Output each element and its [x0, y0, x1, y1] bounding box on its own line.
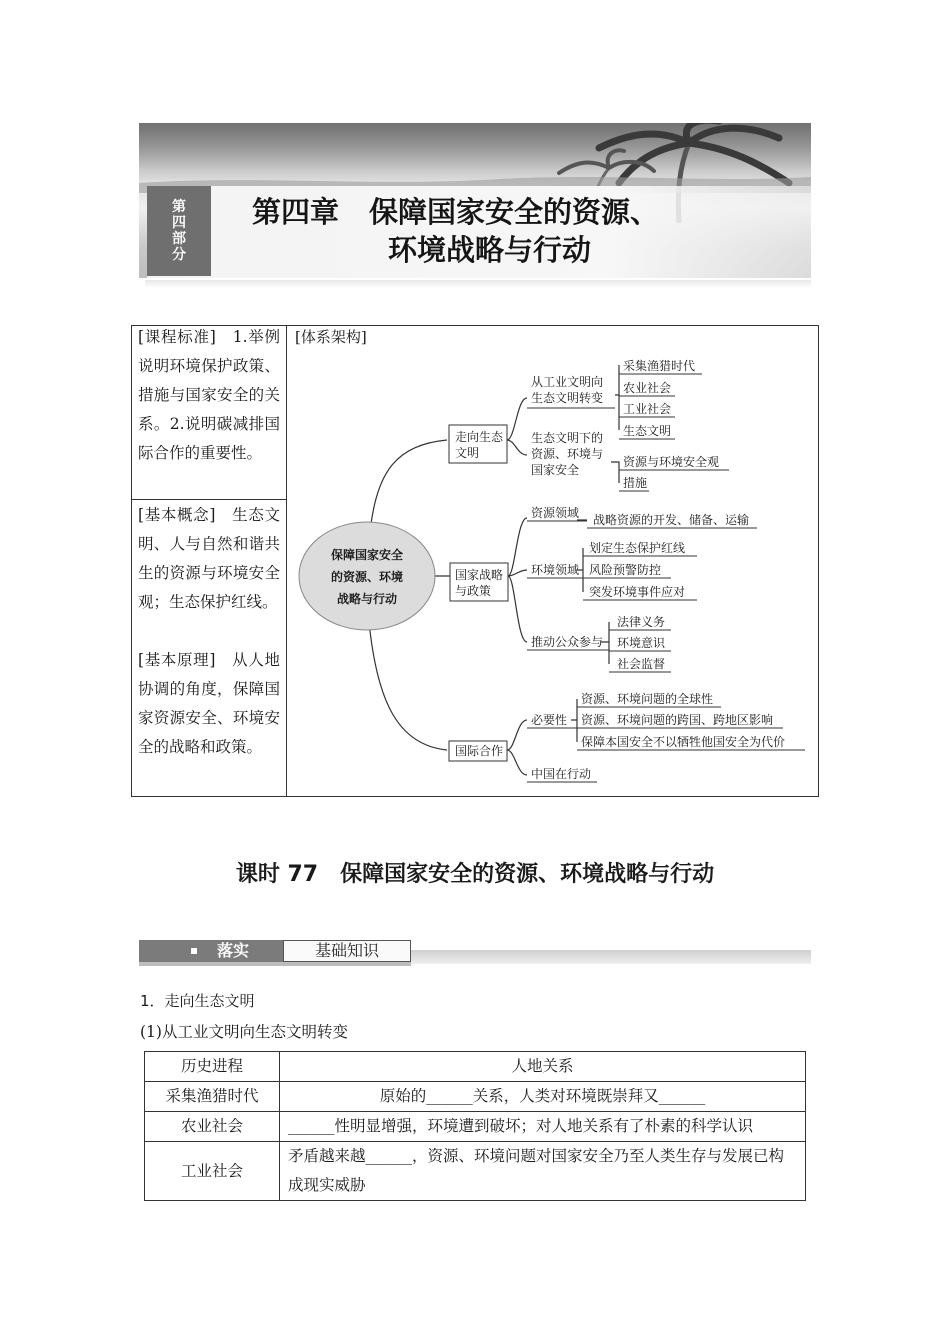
leaf: 突发环境事件应对 [589, 585, 686, 599]
chapter-title-line1: 保障国家安全的资源、 [369, 195, 660, 229]
section-dark-text: 落实 [217, 941, 250, 960]
center-line: 战略与行动 [336, 592, 398, 606]
course-standards-label: [课程标准] [138, 328, 216, 346]
table-cell: 农业社会 [145, 1112, 280, 1142]
branch1-sub: 国家安全 [531, 463, 580, 477]
branch3-label: 国际合作 [455, 744, 504, 758]
basic-principles [138, 646, 280, 762]
lesson-title [0, 857, 950, 888]
table-row [145, 1112, 806, 1142]
branch1-sub: 生态文明转变 [531, 391, 604, 405]
branch1-label: 走向生态 [455, 430, 504, 444]
branch2-label: 与政策 [455, 584, 492, 598]
leaf: 法律义务 [617, 615, 666, 629]
course-standards [138, 323, 280, 468]
section-light-label: 基础知识 [283, 940, 411, 962]
center-line: 的资源、环境 [330, 570, 404, 584]
basic-concepts-text: 生态文明、人与自然和谐共生的资源与环境安全观；生态保护红线。 [138, 506, 280, 611]
section-dark-label [139, 940, 283, 962]
leaf: 划定生态保护红线 [589, 541, 686, 555]
course-standards-text: 1.举例说明环境保护政策、措施与国家安全的关系。2.说明碳减排国际合作的重要性。 [138, 328, 281, 462]
section-bar-underline [139, 962, 411, 966]
square-bullet-icon [191, 948, 197, 954]
section-bar-line [409, 950, 811, 964]
heading-1: 1．走向生态文明 [140, 992, 255, 1010]
branch3-sub: 中国在行动 [531, 767, 592, 781]
branch1-sub: 生态文明下的 [531, 431, 604, 445]
table-row [145, 1082, 806, 1112]
leaf: 农业社会 [623, 381, 672, 395]
section-bar [139, 940, 811, 966]
basic-concepts-label: [基本概念] [138, 506, 216, 524]
leaf: 环境意识 [617, 636, 666, 650]
part-char: 第 [172, 199, 186, 215]
chapter-title [252, 193, 659, 269]
relation-table [144, 1051, 806, 1201]
basic-concepts [138, 501, 280, 617]
row-divider [131, 499, 287, 500]
table-header-row [145, 1052, 806, 1082]
heading-2: (1)从工业文明向生态文明转变 [140, 1023, 348, 1041]
basic-principles-text: 从人地协调的角度，保障国家资源安全、环境安全的战略和政策。 [138, 651, 280, 756]
framework-heading: [体系架构] [295, 328, 367, 346]
table-cell: ______性明显增强，环境遭到破坏；对人地关系有了朴素的科学认识 [280, 1112, 806, 1142]
leaf: 采集渔猎时代 [623, 359, 696, 373]
part-label-box [147, 186, 211, 276]
branch1-label: 文明 [455, 446, 480, 460]
lesson-number: 课时 77 [235, 862, 319, 887]
branch1-sub: 从工业文明向 [531, 375, 604, 389]
branch2-sub: 资源领域 [531, 506, 580, 520]
leaf: 资源、环境问题的跨国、跨地区影响 [581, 713, 774, 727]
branch2-sub: 推动公众参与 [531, 635, 604, 649]
banner-reflection [145, 280, 811, 288]
part-char: 部 [172, 231, 186, 247]
table-cell: 工业社会 [145, 1142, 280, 1201]
branch2-label: 国家战略 [455, 568, 504, 582]
center-line: 保障国家安全 [330, 548, 404, 562]
leaf: 工业社会 [623, 402, 672, 416]
table-cell: 采集渔猎时代 [145, 1082, 280, 1112]
leaf: 资源与环境安全观 [623, 455, 720, 469]
lesson-name: 保障国家安全的资源、环境战略与行动 [340, 862, 715, 887]
leaf: 资源、环境问题的全球性 [581, 692, 714, 706]
basic-principles-label: [基本原理] [138, 651, 216, 669]
chapter-title-line2: 环境战略与行动 [388, 233, 592, 267]
table-cell: 原始的______关系，人类对环境既崇拜又______ [280, 1082, 806, 1112]
table-row [145, 1142, 806, 1201]
leaf: 风险预警防控 [589, 563, 662, 577]
table-header: 历史进程 [145, 1052, 280, 1082]
leaf: 措施 [623, 476, 648, 490]
part-char: 分 [172, 247, 186, 263]
leaf: 生态文明 [623, 424, 672, 438]
leaf: 保障本国安全不以牺牲他国安全为代价 [581, 735, 786, 749]
branch1-sub: 资源、环境与 [531, 447, 604, 461]
chapter-number: 第四章 [252, 195, 340, 229]
mind-map [287, 350, 815, 795]
table-header: 人地关系 [280, 1052, 806, 1082]
branch2-sub: 环境领域 [531, 563, 580, 577]
leaf: 社会监督 [617, 657, 666, 671]
part-char: 四 [172, 215, 186, 231]
table-cell: 矛盾越来越______，资源、环境问题对国家安全乃至人类生存与发展已构成现实威胁 [280, 1142, 806, 1201]
branch3-sub: 必要性 [531, 713, 568, 727]
leaf: 战略资源的开发、储备、运输 [593, 513, 750, 527]
